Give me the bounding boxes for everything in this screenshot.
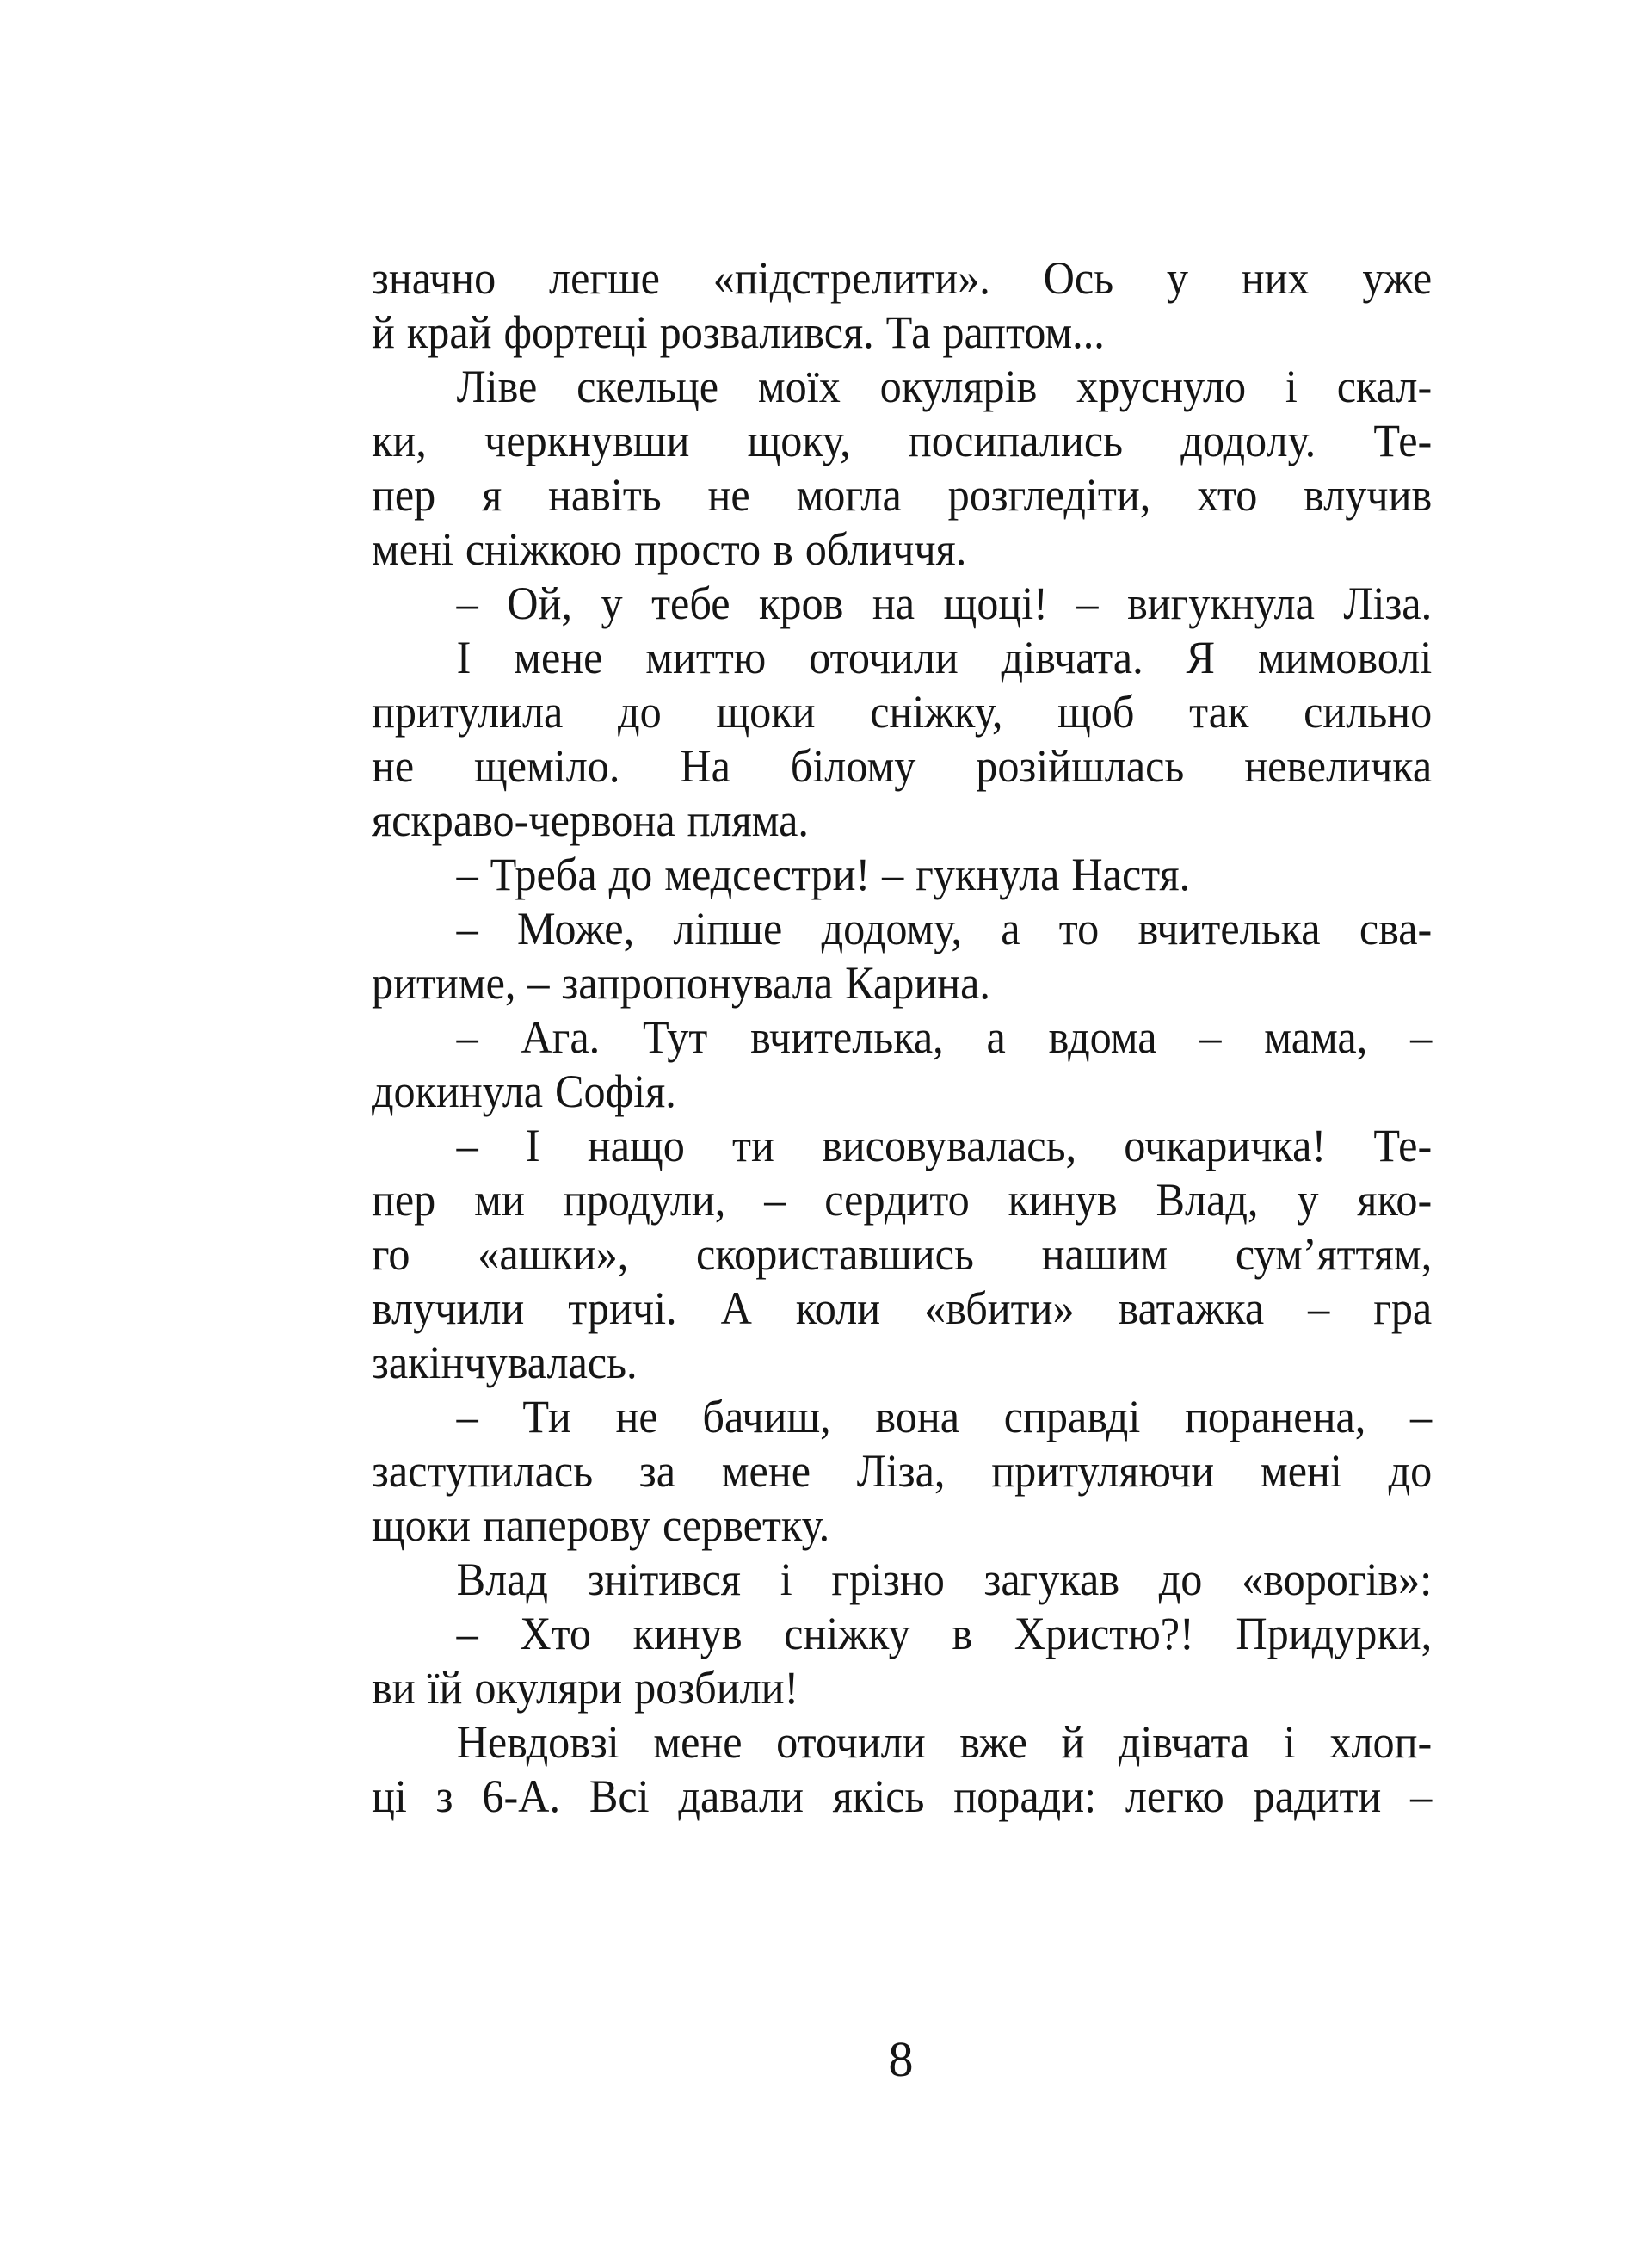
word: дівчата [1118, 1716, 1250, 1768]
word: навіть [548, 469, 662, 521]
word: миттю [645, 632, 767, 683]
word: легше [549, 252, 660, 304]
word: окуляри [474, 1662, 623, 1714]
word: Ага. [521, 1011, 601, 1063]
word: 6-А. [482, 1770, 561, 1822]
word: очкаричка! [1124, 1120, 1327, 1171]
word: – [764, 1174, 786, 1226]
word: яскраво-червона [372, 794, 675, 846]
word: нашим [1041, 1228, 1168, 1280]
text-line [372, 685, 1432, 739]
word: невеличка [1244, 740, 1433, 792]
word: уже [1362, 252, 1433, 304]
text-line [372, 739, 1432, 794]
word: сум’яттям, [1235, 1228, 1433, 1280]
word: розійшлась [976, 740, 1185, 792]
word: в [773, 523, 793, 575]
text-line [372, 414, 1432, 468]
word: мені [372, 523, 453, 575]
word: вчителька [1137, 903, 1321, 954]
word: ці [372, 1770, 407, 1822]
word: Настя. [1071, 849, 1191, 900]
word: й [1061, 1716, 1085, 1768]
word: Може, [516, 903, 635, 954]
text-line [372, 577, 1432, 631]
word: білому [790, 740, 916, 792]
word: Ліве [456, 361, 538, 412]
word: сніжку, [870, 686, 1003, 738]
word: просто [634, 523, 761, 575]
word: не [615, 1391, 658, 1442]
word: – [527, 957, 550, 1009]
word: – [1308, 1282, 1330, 1334]
word: нащо [587, 1120, 685, 1171]
word: мама, [1264, 1011, 1368, 1063]
text-line [372, 1065, 1432, 1119]
text-line [372, 631, 1432, 685]
word: до [1158, 1554, 1203, 1605]
word: легко [1125, 1770, 1224, 1822]
word: край [406, 306, 492, 358]
word: Я [1186, 632, 1215, 683]
word: щоки [372, 1499, 472, 1551]
word: фортеці [503, 306, 648, 358]
word: мене [721, 1445, 811, 1497]
word: Карина. [845, 957, 990, 1009]
text-line [372, 1607, 1432, 1661]
word: го [372, 1228, 410, 1280]
word: хруснуло [1076, 361, 1247, 412]
word: вона [875, 1391, 959, 1442]
word: ритиме, [372, 957, 516, 1009]
word: сніжкою [465, 523, 623, 575]
word: Ліза. [1343, 578, 1433, 629]
text-line [372, 1390, 1432, 1444]
word: оточили [776, 1716, 926, 1768]
word: вчителька, [750, 1011, 944, 1063]
word: Христю?! [1014, 1608, 1194, 1659]
word: – [456, 1120, 478, 1171]
text-line [372, 1227, 1432, 1282]
word: мені [1260, 1445, 1342, 1497]
text-line [372, 1770, 1432, 1824]
word: І [525, 1120, 540, 1171]
word: Придурки, [1236, 1608, 1433, 1659]
word: Софія. [555, 1066, 676, 1117]
text-line [372, 956, 1432, 1010]
word: додолу. [1180, 415, 1316, 466]
word: – [1199, 1011, 1222, 1063]
word: – [456, 578, 478, 629]
word: пер [372, 1174, 436, 1226]
word: я [482, 469, 502, 521]
page-body-text [372, 251, 1432, 1824]
text-line [372, 306, 1432, 360]
word: пляма. [687, 794, 809, 846]
word: щоки [716, 686, 816, 738]
word: щоці! [943, 578, 1048, 629]
word: «підстрелити». [712, 252, 990, 304]
word: ви [372, 1662, 416, 1714]
word: Хто [520, 1608, 591, 1659]
word: докинула [372, 1066, 544, 1117]
word: сердито [824, 1174, 970, 1226]
word: – [1410, 1391, 1433, 1442]
word: хлоп- [1329, 1716, 1433, 1768]
word: розбили! [634, 1662, 799, 1714]
word: – [882, 849, 904, 900]
word: А [720, 1282, 752, 1334]
word: могла [796, 469, 902, 521]
text-line [372, 1119, 1432, 1173]
word: – [456, 849, 478, 900]
word: раптом... [942, 306, 1105, 358]
word: ми [474, 1174, 525, 1226]
word: – [456, 1391, 478, 1442]
word: паперову [483, 1499, 651, 1551]
word: моїх [757, 361, 841, 412]
word: – [456, 1608, 478, 1659]
word: кинув [632, 1608, 743, 1659]
word: у [1297, 1174, 1319, 1226]
word: справді [1003, 1391, 1141, 1442]
word: медсестри! [664, 849, 871, 900]
word: так [1189, 686, 1249, 738]
word: не [372, 740, 415, 792]
word: хто [1197, 469, 1258, 521]
text-line [372, 251, 1432, 306]
word: пер [372, 469, 436, 521]
word: «ворогів»: [1242, 1554, 1433, 1605]
word: коли [795, 1282, 881, 1334]
word: кинув [1008, 1174, 1118, 1226]
word: щоб [1057, 686, 1135, 738]
page-number: 8 [888, 2031, 914, 2087]
word: закінчувалась. [372, 1337, 638, 1388]
word: щеміло. [474, 740, 620, 792]
word: знітився [587, 1554, 741, 1605]
text-line [372, 1498, 1432, 1553]
text-line [372, 1715, 1432, 1770]
word: сніжку [784, 1608, 910, 1659]
word: Влад, [1156, 1174, 1259, 1226]
word: додому, [821, 903, 962, 954]
word: Те- [1373, 415, 1433, 466]
word: якісь [832, 1770, 925, 1822]
word: – [1076, 578, 1099, 629]
word: поранена, [1185, 1391, 1366, 1442]
text-line [372, 522, 1432, 577]
text-line [372, 1553, 1432, 1607]
word: – [1410, 1770, 1433, 1822]
word: сильно [1304, 686, 1433, 738]
word: розвалився. [659, 306, 874, 358]
word: гукнула [915, 849, 1060, 900]
text-line [372, 1173, 1432, 1227]
word: кров [759, 578, 844, 629]
word: сва- [1359, 903, 1433, 954]
word: їй [427, 1662, 463, 1714]
word: поради: [953, 1770, 1097, 1822]
word: ки, [372, 415, 427, 466]
word: Треба [490, 849, 597, 900]
word: заступилась [372, 1445, 594, 1497]
word: ліпше [673, 903, 783, 954]
word: «ашки», [478, 1228, 629, 1280]
word: серветку. [662, 1499, 830, 1551]
text-line [372, 468, 1432, 522]
word: й [372, 306, 395, 358]
word: Ліза, [856, 1445, 946, 1497]
word: загукав [983, 1554, 1120, 1605]
word: запропонувала [561, 957, 834, 1009]
word: висовувалась, [822, 1120, 1077, 1171]
word: На [680, 740, 730, 792]
text-line [372, 1282, 1432, 1336]
word: мене [514, 632, 603, 683]
word: тебе [651, 578, 730, 629]
word: на [872, 578, 915, 629]
word: Та [885, 306, 931, 358]
word: вигукнула [1127, 578, 1315, 629]
word: і [1283, 1716, 1296, 1768]
word: притуляючи [991, 1445, 1215, 1497]
text-line [372, 1010, 1432, 1065]
word: радити [1253, 1770, 1382, 1822]
word: оточили [809, 632, 959, 683]
word: них [1241, 252, 1310, 304]
word: посипались [908, 415, 1124, 466]
word: ватажка [1118, 1282, 1265, 1334]
word: не [707, 469, 750, 521]
text-line [372, 1661, 1432, 1715]
word: Тут [643, 1011, 708, 1063]
text-line [372, 1444, 1432, 1498]
word: за [638, 1445, 676, 1497]
word: обличчя. [804, 523, 967, 575]
word: вдома [1048, 1011, 1157, 1063]
word: мимоволі [1257, 632, 1433, 683]
word: – [456, 903, 478, 954]
text-line [372, 848, 1432, 902]
word: скельце [576, 361, 719, 412]
word: влучив [1304, 469, 1433, 521]
word: Ось [1043, 252, 1114, 304]
word: скориставшись [696, 1228, 974, 1280]
word: а [1001, 903, 1020, 954]
word: Ти [522, 1391, 571, 1442]
word: тричі. [568, 1282, 677, 1334]
word: в [952, 1608, 973, 1659]
word: вже [959, 1716, 1027, 1768]
word: щоку, [747, 415, 851, 466]
word: притулила [372, 686, 564, 738]
word: скал- [1336, 361, 1433, 412]
word: Влад [456, 1554, 548, 1605]
word: розгледіти, [947, 469, 1151, 521]
word: «вбити» [924, 1282, 1075, 1334]
word: яко- [1357, 1174, 1433, 1226]
word: окулярів [879, 361, 1038, 412]
word: – [1410, 1011, 1433, 1063]
word: мене [653, 1716, 743, 1768]
word: Всі [589, 1770, 650, 1822]
word: Невдовзі [456, 1716, 620, 1768]
word: грізно [831, 1554, 945, 1605]
word: гра [1373, 1282, 1433, 1334]
text-line [372, 902, 1432, 956]
word: у [1166, 252, 1188, 304]
word: ти [732, 1120, 774, 1171]
word: і [780, 1554, 792, 1605]
word: черкнувши [484, 415, 690, 466]
word: продули, [563, 1174, 726, 1226]
word: значно [372, 252, 496, 304]
word: до [608, 849, 653, 900]
word: то [1058, 903, 1100, 954]
word: влучили [372, 1282, 525, 1334]
word: у [601, 578, 623, 629]
word: і [1285, 361, 1298, 412]
word: до [618, 686, 662, 738]
word: з [435, 1770, 453, 1822]
word: до [1388, 1445, 1433, 1497]
word: І [456, 632, 472, 683]
word: давали [678, 1770, 804, 1822]
word: Те- [1373, 1120, 1433, 1171]
text-line [372, 794, 1432, 848]
text-line [372, 360, 1432, 414]
text-line [372, 1336, 1432, 1390]
word: а [986, 1011, 1006, 1063]
word: – [456, 1011, 478, 1063]
word: Ой, [507, 578, 572, 629]
word: бачиш, [702, 1391, 831, 1442]
word: дівчата. [1001, 632, 1143, 683]
